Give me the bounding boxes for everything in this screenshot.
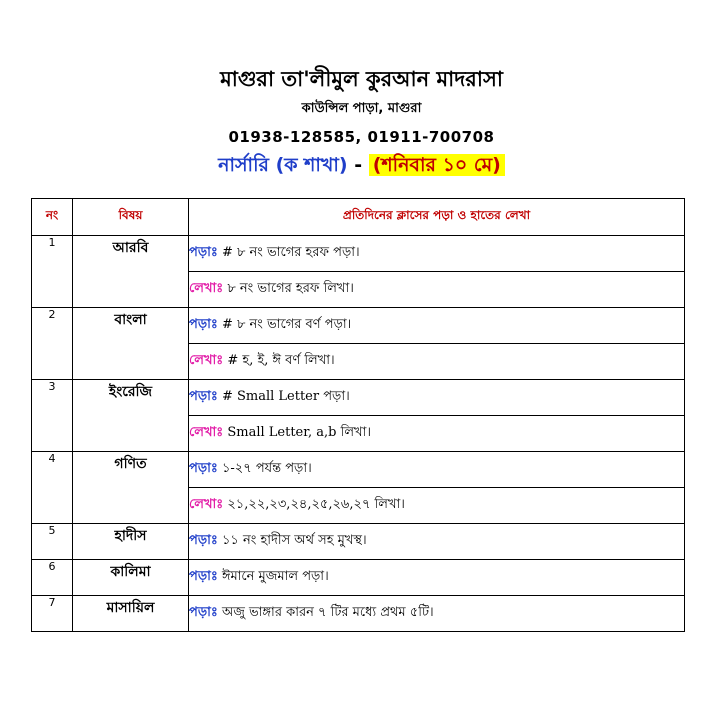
row-subject: হাদীস <box>73 524 189 560</box>
writing-task <box>189 344 685 380</box>
reading-text: অজু ভাঙ্গার কারন ৭ টির মধ্যে প্রথম ৫টি। <box>221 605 434 620</box>
row-number: 7 <box>32 596 73 632</box>
reading-task <box>189 596 685 632</box>
row-number: 5 <box>32 524 73 560</box>
writing-text: # হ, ই, ঈ বর্ণ লিখা। <box>227 353 335 368</box>
reading-label: পড়াঃ <box>189 605 218 620</box>
row-number: 6 <box>32 560 73 596</box>
reading-label: পড়াঃ <box>189 389 218 404</box>
column-header-tasks: প্রতিদিনের ক্লাসের পড়া ও হাতের লেখা <box>189 199 685 236</box>
row-number: 2 <box>32 308 73 380</box>
reading-text: ১১ নং হাদীস অর্থ সহ মুখস্থ। <box>221 533 367 548</box>
reading-text: # ৮ নং ভাগের হরফ পড়া। <box>221 245 360 260</box>
column-header-subject: বিষয় <box>73 199 189 236</box>
reading-text: # Small Letter পড়া। <box>221 389 350 404</box>
writing-text: ২১,২২,২৩,২৪,২৫,২৬,২৭ লিখা। <box>227 497 405 512</box>
class-day-separator: - <box>354 154 363 176</box>
reading-text: ঈমানে মুজমাল পড়া। <box>221 569 329 584</box>
class-line <box>0 150 723 180</box>
reading-label: পড়াঃ <box>189 533 218 548</box>
table-header-row <box>32 199 685 236</box>
table-row <box>32 380 685 416</box>
reading-label: পড়াঃ <box>189 461 218 476</box>
reading-task <box>189 308 685 344</box>
reading-task <box>189 452 685 488</box>
row-subject: বাংলা <box>73 308 189 380</box>
reading-task <box>189 560 685 596</box>
reading-label: পড়াঃ <box>189 569 218 584</box>
table-row <box>32 452 685 488</box>
school-address: কাউন্সিল পাড়া, মাগুরা <box>301 101 422 116</box>
reading-label: পড়াঃ <box>189 245 218 260</box>
day-date: (শনিবার ১০ মে) <box>369 154 505 176</box>
reading-task <box>189 524 685 560</box>
reading-task <box>189 380 685 416</box>
row-subject: কালিমা <box>73 560 189 596</box>
table-row <box>32 560 685 596</box>
reading-text: ১-২৭ পর্যন্ত পড়া। <box>221 461 312 476</box>
class-name: নার্সারি (ক শাখা) <box>218 154 348 176</box>
table-row <box>32 524 685 560</box>
column-header-number: নং <box>32 199 73 236</box>
reading-text: # ৮ নং ভাগের বর্ণ পড়া। <box>221 317 352 332</box>
writing-label: লেখাঃ <box>189 353 224 368</box>
school-name: মাগুরা তা'লীমুল কুরআন মাদরাসা <box>220 67 503 91</box>
row-number: 3 <box>32 380 73 452</box>
row-subject: গণিত <box>73 452 189 524</box>
writing-text: Small Letter, a,b লিখা। <box>227 425 371 440</box>
writing-label: লেখাঃ <box>189 281 224 296</box>
writing-task <box>189 272 685 308</box>
reading-task <box>189 236 685 272</box>
writing-label: লেখাঃ <box>189 497 224 512</box>
schedule-table <box>31 198 685 632</box>
row-number: 4 <box>32 452 73 524</box>
writing-text: ৮ নং ভাগের হরফ লিখা। <box>227 281 354 296</box>
row-subject: ইংরেজি <box>73 380 189 452</box>
writing-task <box>189 416 685 452</box>
table-row <box>32 596 685 632</box>
reading-label: পড়াঃ <box>189 317 218 332</box>
writing-label: লেখাঃ <box>189 425 224 440</box>
writing-task <box>189 488 685 524</box>
phone-numbers: 01938-128585, 01911-700708 <box>228 128 495 146</box>
table-row <box>32 308 685 344</box>
row-subject: মাসায়িল <box>73 596 189 632</box>
header <box>0 64 723 180</box>
row-subject: আরবি <box>73 236 189 308</box>
table-row <box>32 236 685 272</box>
row-number: 1 <box>32 236 73 308</box>
